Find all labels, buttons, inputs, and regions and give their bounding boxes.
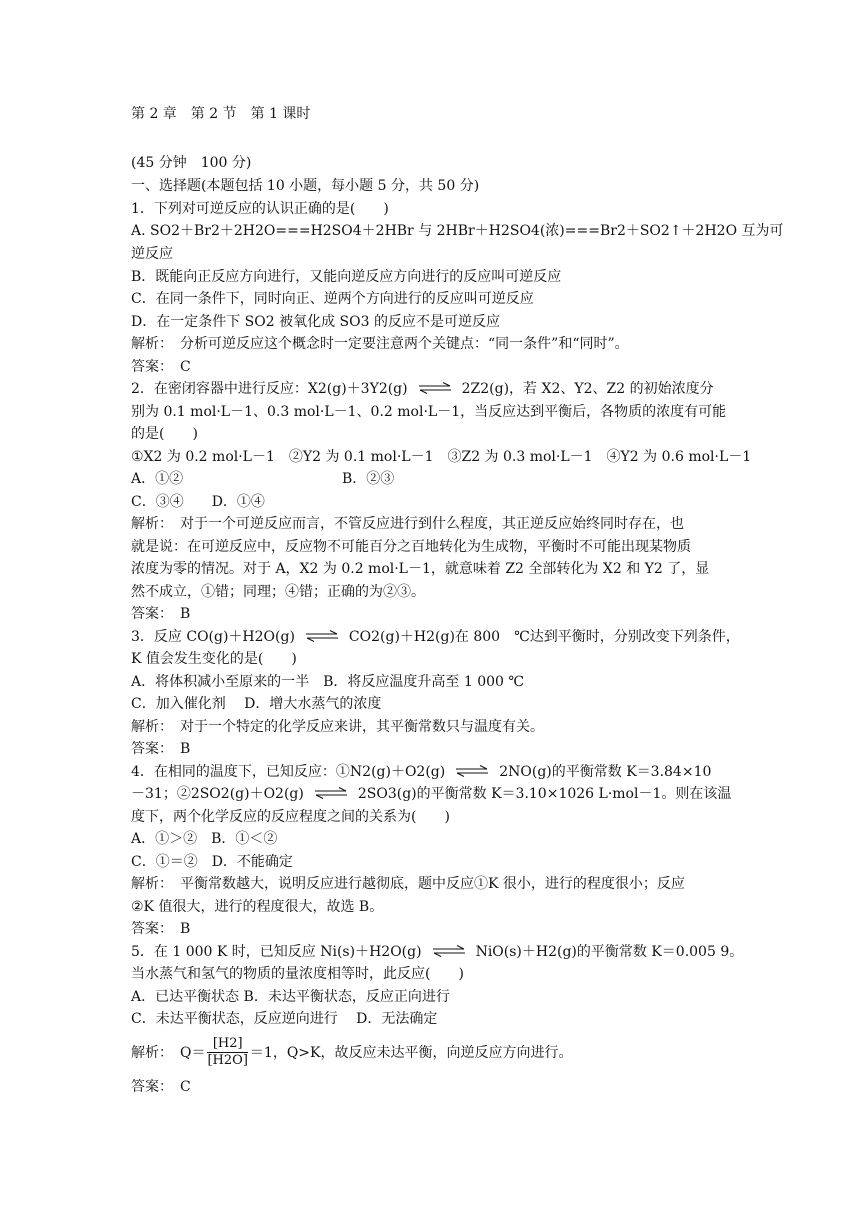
q2-analysis-2: 就是说：在可逆反应中，反应物不可能百分之百地转化为生成物，平衡时不可能出现某物质 [131,539,691,555]
q5-stem-line2: 当水蒸气和氢气的物质的量浓度相等时，此反应( ) [131,966,464,982]
fraction [207,1036,247,1069]
q2-stem [131,379,714,399]
q1-option-c: C．在同一条件下，同时向正、逆两个方向进行的反应叫可逆反应 [131,291,534,307]
q2-options-cd: C．③④ D．①④ [131,494,265,510]
q4-stem-line3: 度下，两个化学反应的反应程度之间的关系为( ) [131,809,450,825]
q2-items: ①X2 为 0.2 mol·L－1 ②Y2 为 0.1 mol·L－1 ③Z2 为 0.3 mol·L－1 ④Y2 为 0.6 mol·L－1 [131,449,752,465]
q4-stem-left: 4．在相同的温度下，已知反应：①N2(g)＋O2(g) [131,764,446,780]
q4-stem [131,762,711,782]
q5-stem-left: 5．在 1 000 K 时，已知反应 Ni(s)＋H2O(g) [131,944,422,960]
q4-stem-right: 2NO(g)的平衡常数 K＝3.84×10 [499,764,712,780]
q4-stem-line2 [131,784,731,804]
q1-answer: 答案： C [131,359,191,375]
equilibrium-arrow-icon [455,765,489,777]
q2-stem-left: 2．在密闭容器中进行反应：X2(g)＋3Y2(g) [131,381,408,397]
chapter-header: 第 2 章 第 2 节 第 1 课时 [131,106,311,122]
q1-option-a-cont: 逆反应 [131,246,173,262]
q5-analysis-pre: 解析： Q＝ [131,1045,206,1061]
q2-answer: 答案： B [131,606,191,622]
q5-answer: 答案： C [131,1079,191,1095]
q3-options-cd: C．加入催化剂 D．增大水蒸气的浓度 [131,696,382,712]
q2-stem-right: 2Z2(g)，若 X2、Y2、Z2 的初始浓度分 [461,381,714,397]
q3-stem-right: CO2(g)＋H2(g)在 800 ℃达到平衡时，分别改变下列条件， [348,629,740,645]
fraction-numerator: [H2] [207,1036,247,1053]
q1-option-a: A. SO2＋Br2＋2H2O===H2SO4＋2HBr 与 2HBr＋H2SO4(浓)===Br2＋SO2↑＋2H2O 互为可 [131,223,784,239]
fraction-denominator: [H2O] [207,1052,248,1068]
q4-stem2-right: 2SO3(g)的平衡常数 K＝3.10×1026 L·mol－1。则在该温 [357,786,732,802]
q5-stem-right: NiO(s)＋H2(g)的平衡常数 K＝0.005 9。 [475,944,744,960]
q3-stem-line2: K 值会发生变化的是( ) [131,651,297,667]
q4-analysis-1: 解析： 平衡常数越大，说明反应进行越彻底，题中反应①K 很小，进行的程度很小；反应 [131,876,685,892]
q3-stem-left: 3．反应 CO(g)＋H2O(g) [131,629,295,645]
q1-stem: 1．下列对可逆反应的认识正确的是( ) [131,201,389,217]
q1-option-b: B．既能向正反应方向进行，又能向逆反应方向进行的反应叫可逆反应 [131,269,562,285]
q4-analysis-2: ②K 值很大，进行的程度很大，故选 B。 [131,899,384,915]
equilibrium-arrow-icon [314,787,348,799]
q2-stem-line3: 的是( ) [131,426,198,442]
q5-analysis [131,1036,572,1070]
q5-analysis-post: ＝1，Q>K，故反应未达平衡，向逆反应方向进行。 [249,1045,573,1061]
equilibrium-arrow-icon [432,945,466,957]
q4-answer: 答案： B [131,921,191,937]
q2-analysis-3: 浓度为零的情况。对于 A，X2 为 0.2 mol·L－1，就意味着 Z2 全部转化为 X2 和 Y2 了，显 [131,561,710,577]
q2-analysis-1: 解析： 对于一个可逆反应而言，不管反应进行到什么程度，其正逆反应始终同时存在，也 [131,516,684,532]
q3-options-ab: A．将体积减小至原来的一半 B．将反应温度升高至 1 000 ℃ [131,674,525,690]
section-title: 一、选择题(本题包括 10 小题，每小题 5 分，共 50 分) [131,178,480,194]
q3-stem [131,627,740,647]
q2-option-a: A．①② [131,471,184,487]
equilibrium-arrow-icon [418,382,452,394]
q1-analysis: 解析： 分析可逆反应这个概念时一定要注意两个关键点：“同一条件”和“同时”。 [131,336,629,352]
q5-options-cd: C．未达平衡状态，反应逆向进行 D．无法确定 [131,1011,438,1027]
q4-options-cd: C．①＝② D．不能确定 [131,854,293,870]
q2-option-b: B．②③ [342,471,395,487]
time-score: (45 分钟 100 分) [131,155,252,171]
q5-options-ab: A．已达平衡状态 B．未达平衡状态，反应正向进行 [131,989,450,1005]
q4-options-ab: A．①＞② B．①＜② [131,831,278,847]
q5-stem [131,942,743,962]
q4-stem2-left: －31；②2SO2(g)＋O2(g) [131,786,304,802]
q3-analysis: 解析： 对于一个特定的化学反应来讲，其平衡常数只与温度有关。 [131,719,544,735]
q2-stem-line2: 别为 0.1 mol·L－1、0.3 mol·L－1、0.2 mol·L－1，当反应达到平衡后，各物质的浓度有可能 [131,404,727,420]
equilibrium-arrow-icon [305,630,339,642]
q1-option-d: D．在一定条件下 SO2 被氧化成 SO3 的反应不是可逆反应 [131,314,500,330]
q2-analysis-4: 然不成立，①错；同理；④错；正确的为②③。 [131,584,425,600]
q3-answer: 答案： B [131,741,191,757]
